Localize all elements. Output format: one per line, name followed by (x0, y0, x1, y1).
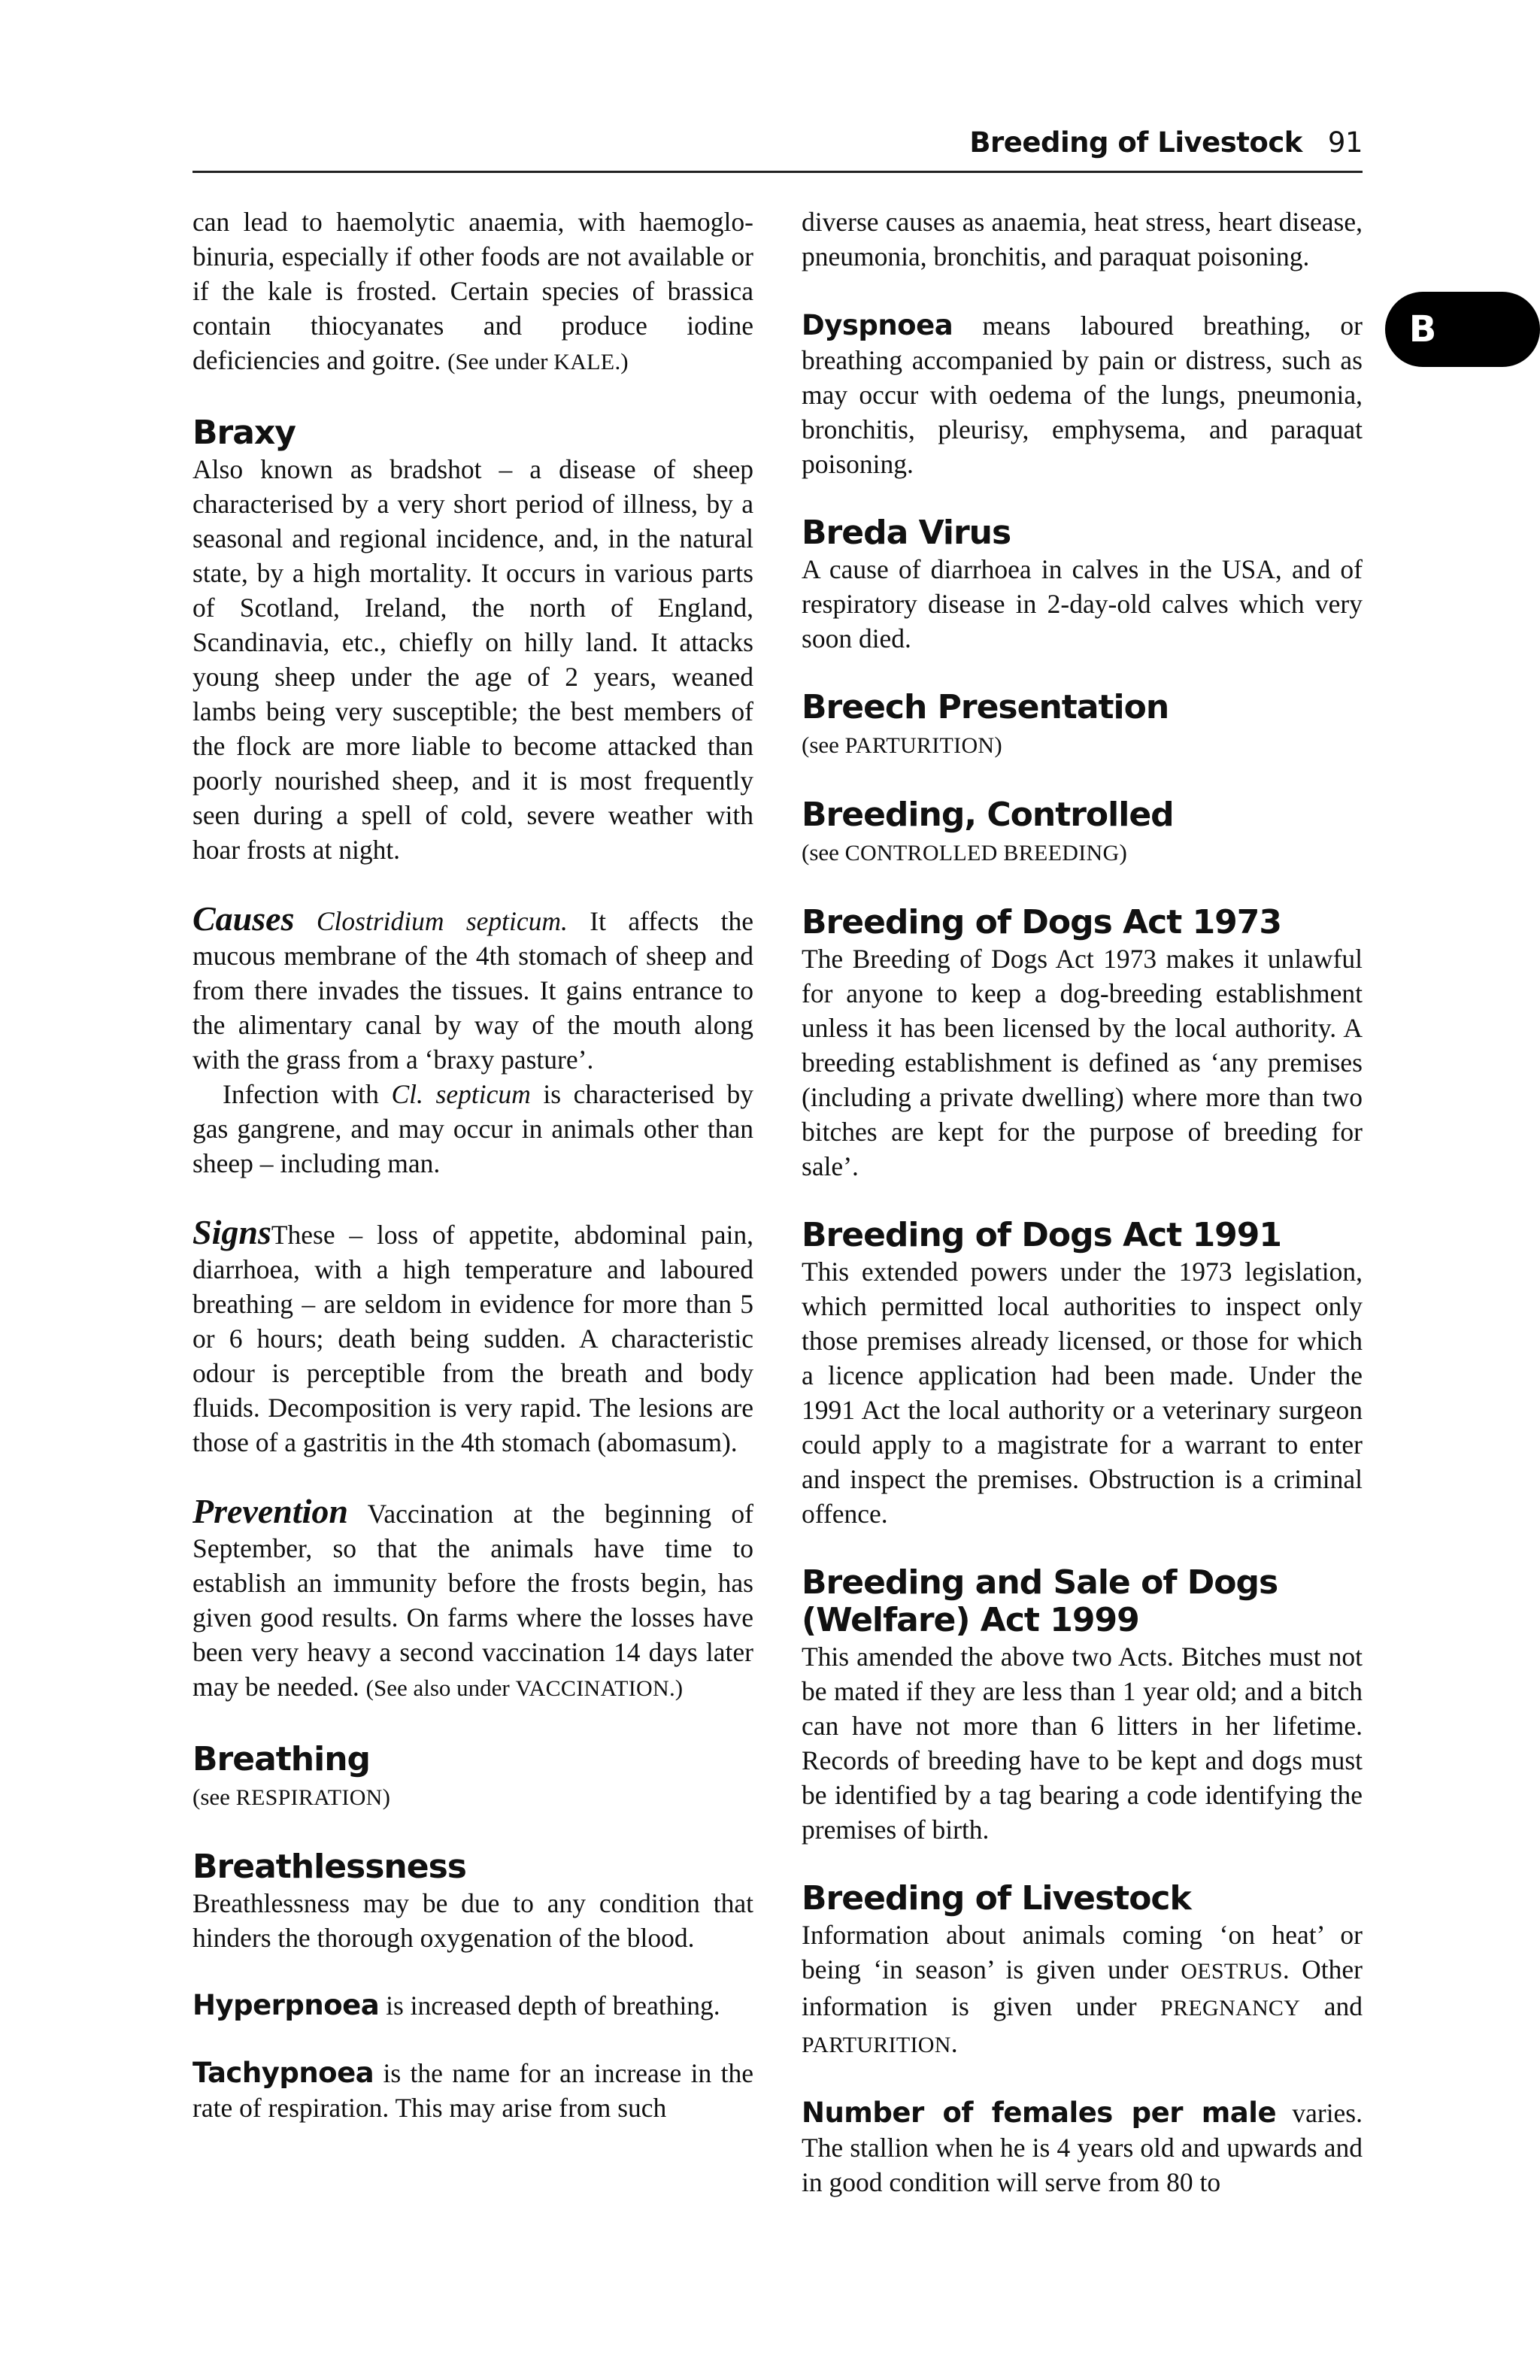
welfare-act-1999-body: This amended the above two Acts. Bitches must not be mated if they are less than 1 year old; and a bitch can have not more than 6 litters in her lifetime. Records of breeding have to be kept and dogs must be identified by a tag bearing a code identifying the premises of birth. (802, 1642, 1363, 1845)
entry-heading-welfare-act-1999: Breeding and Sale of Dogs (Welfare) Act 1999 (802, 1563, 1278, 1639)
entry-heading-dogs-act-1991: Breeding of Dogs Act 1991 (802, 1216, 1282, 1254)
braxy-body: Also known as bradshot – a disease of sheep characterised by a very short period of illness, by a seasonal and regional incidence, and, in the natural state, by a high mortality. It occurs in various parts of Scotland, Ireland, the north of England, Scandinavia, etc., chiefly on hilly land. It attacks young sheep under the age of 2 years, weaned lambs being very susceptible; the best members of the flock are more liable to become attacked than poorly nourished sheep, and it is most frequently seen during a spell of cold, severe weather with hoar frosts at night. (192, 454, 753, 865)
entry-heading-dogs-act-1973: Breeding of Dogs Act 1973 (802, 903, 1282, 941)
entry-heading-breeding-controlled: Breeding, Controlled (802, 796, 1174, 834)
subheading-signs: Signs (192, 1213, 271, 1251)
term-dyspnoea: Dyspnoea (802, 309, 953, 341)
continuation-paragraph: diverse causes as anaemia, heat stress, heart disease, pneumonia, bronchitis, and paraquat poisoning. (802, 207, 1363, 271)
entry-heading-breathing: Breathing (192, 1740, 371, 1778)
cross-reference: RESPIRATION (235, 1785, 383, 1810)
running-title: Breeding of Livestock (969, 126, 1302, 159)
braxy-infection: Infection with Cl. septicum is characterised by gas gangrene, and may occur in animals other than sheep – including man. (192, 1079, 754, 1178)
subheading-prevention: Prevention (192, 1492, 348, 1530)
dogs-act-1991-body: This extended powers under the 1973 legislation, which permitted local authorities to inspect only those premises already licensed, or those for which a licence application had been made. Under the 1991 Act the local authority or a veterinary surgeon could apply to a magistrate for a warrant to enter and inspect the premises. Obstruction is a criminal offence. (802, 1257, 1363, 1529)
cross-reference: PARTURITION (844, 733, 995, 758)
header-rule (192, 171, 1363, 173)
term-females-per-male: Number of females per male (802, 2097, 1277, 2129)
entry-heading-braxy: Braxy (192, 414, 296, 452)
breathlessness-body: Breathlessness may be due to any condition that hinders the thorough oxygenation of the blood. (192, 1888, 753, 1953)
entry-heading-breda-virus: Breda Virus (802, 514, 1011, 552)
breathing-see: (see RESPIRATION) (192, 1784, 390, 1810)
entry-heading-breech-presentation: Breech Presentation (802, 688, 1169, 726)
braxy-causes: Causes Clostridium septicum. It affects the mucous membrane of the 4th stomach of sheep and from there invades the tissues. It gains entrance to the alimentary canal by way of the mouth along with the grass from a ‘braxy pasture’. (192, 899, 753, 1075)
females-per-male: Number of females per male varies. The stallion when he is 4 years old and upwards and in good condition will serve from 80 to (802, 2097, 1363, 2197)
subheading-causes: Causes (192, 899, 295, 938)
entry-heading-breathlessness: Breathlessness (192, 1848, 466, 1886)
thumb-index-letter: B (1408, 308, 1437, 350)
braxy-signs: SignsThese – loss of appetite, abdominal pain, diarrhoea, with a high temperature and laboured breathing – are seldom in evidence for more than 5 or 6 hours; death being sudden. A characteristic odour is perceptible from the breath and body fluids. Decomposition is very rapid. The lesions are those of a gastritis in the 4th stomach (abomasum). (192, 1213, 753, 1457)
cross-reference: KALE (553, 350, 615, 374)
entry-heading-breeding-of-livestock: Breeding of Livestock (802, 1879, 1191, 1918)
breda-virus-body: A cause of diarrhoea in calves in the USA, and of respiratory disease in 2-day-old calves which very soon died. (802, 554, 1363, 653)
livestock-body: Information about animals coming ‘on heat’ or being ‘in season’ is given under OESTRUS. Other information is given under PREGNANCY and PARTURITION. (802, 1920, 1363, 2058)
hyperpnoea-definition: Hyperpnoea is increased depth of breathing. (192, 1989, 720, 2021)
breeding-controlled-see: (see CONTROLLED BREEDING) (802, 839, 1127, 866)
term-tachypnoea: Tachypnoea (192, 2057, 374, 2089)
term-hyperpnoea: Hyperpnoea (192, 1989, 380, 2021)
left-column (192, 205, 753, 2125)
page-number: 91 (1327, 126, 1363, 159)
cross-reference: OESTRUS (1181, 1959, 1283, 1984)
running-header (192, 120, 1363, 165)
braxy-prevention: Prevention Vaccination at the beginning of September, so that the animals have time to establish an immunity before the frosts begin, has given good results. On farms where the losses have been very heavy a second vaccination 14 days later may be needed. (See also under VACCINATION.) (192, 1492, 753, 1702)
cross-reference: VACCINATION (515, 1676, 669, 1701)
dogs-act-1973-body: The Breeding of Dogs Act 1973 makes it unlawful for anyone to keep a dog-breeding establishment unless it has been licensed by the local authority. A breeding establishment is defined as ‘any premises (including a private dwelling) where more than two bitches are kept for the purpose of breeding for sale’. (802, 944, 1363, 1181)
breech-see: (see PARTURITION) (802, 732, 1002, 758)
continuation-paragraph: can lead to haemolytic anaemia, with haemoglobinuria, especially if other foods are not available or if the kale is frosted. Certain species of brassica contain thiocyanates and produce iodine deficiencies and goitre. (See under KALE.) (192, 207, 753, 375)
cross-reference: PREGNANCY (1160, 1996, 1301, 2021)
right-column (802, 205, 1363, 2200)
tachypnoea-definition: Tachypnoea is the name for an increase in the rate of respiration. This may arise from such (192, 2057, 753, 2123)
cross-reference: PARTURITION (802, 2033, 951, 2057)
cross-reference: CONTROLLED BREEDING (844, 841, 1120, 866)
dyspnoea-definition: Dyspnoea means laboured breathing, or breathing accompanied by pain or distress, such as may occur with oedema of the lungs, pneumonia, bronchitis, pleurisy, emphysema, and paraquat poisoning. (802, 309, 1363, 479)
